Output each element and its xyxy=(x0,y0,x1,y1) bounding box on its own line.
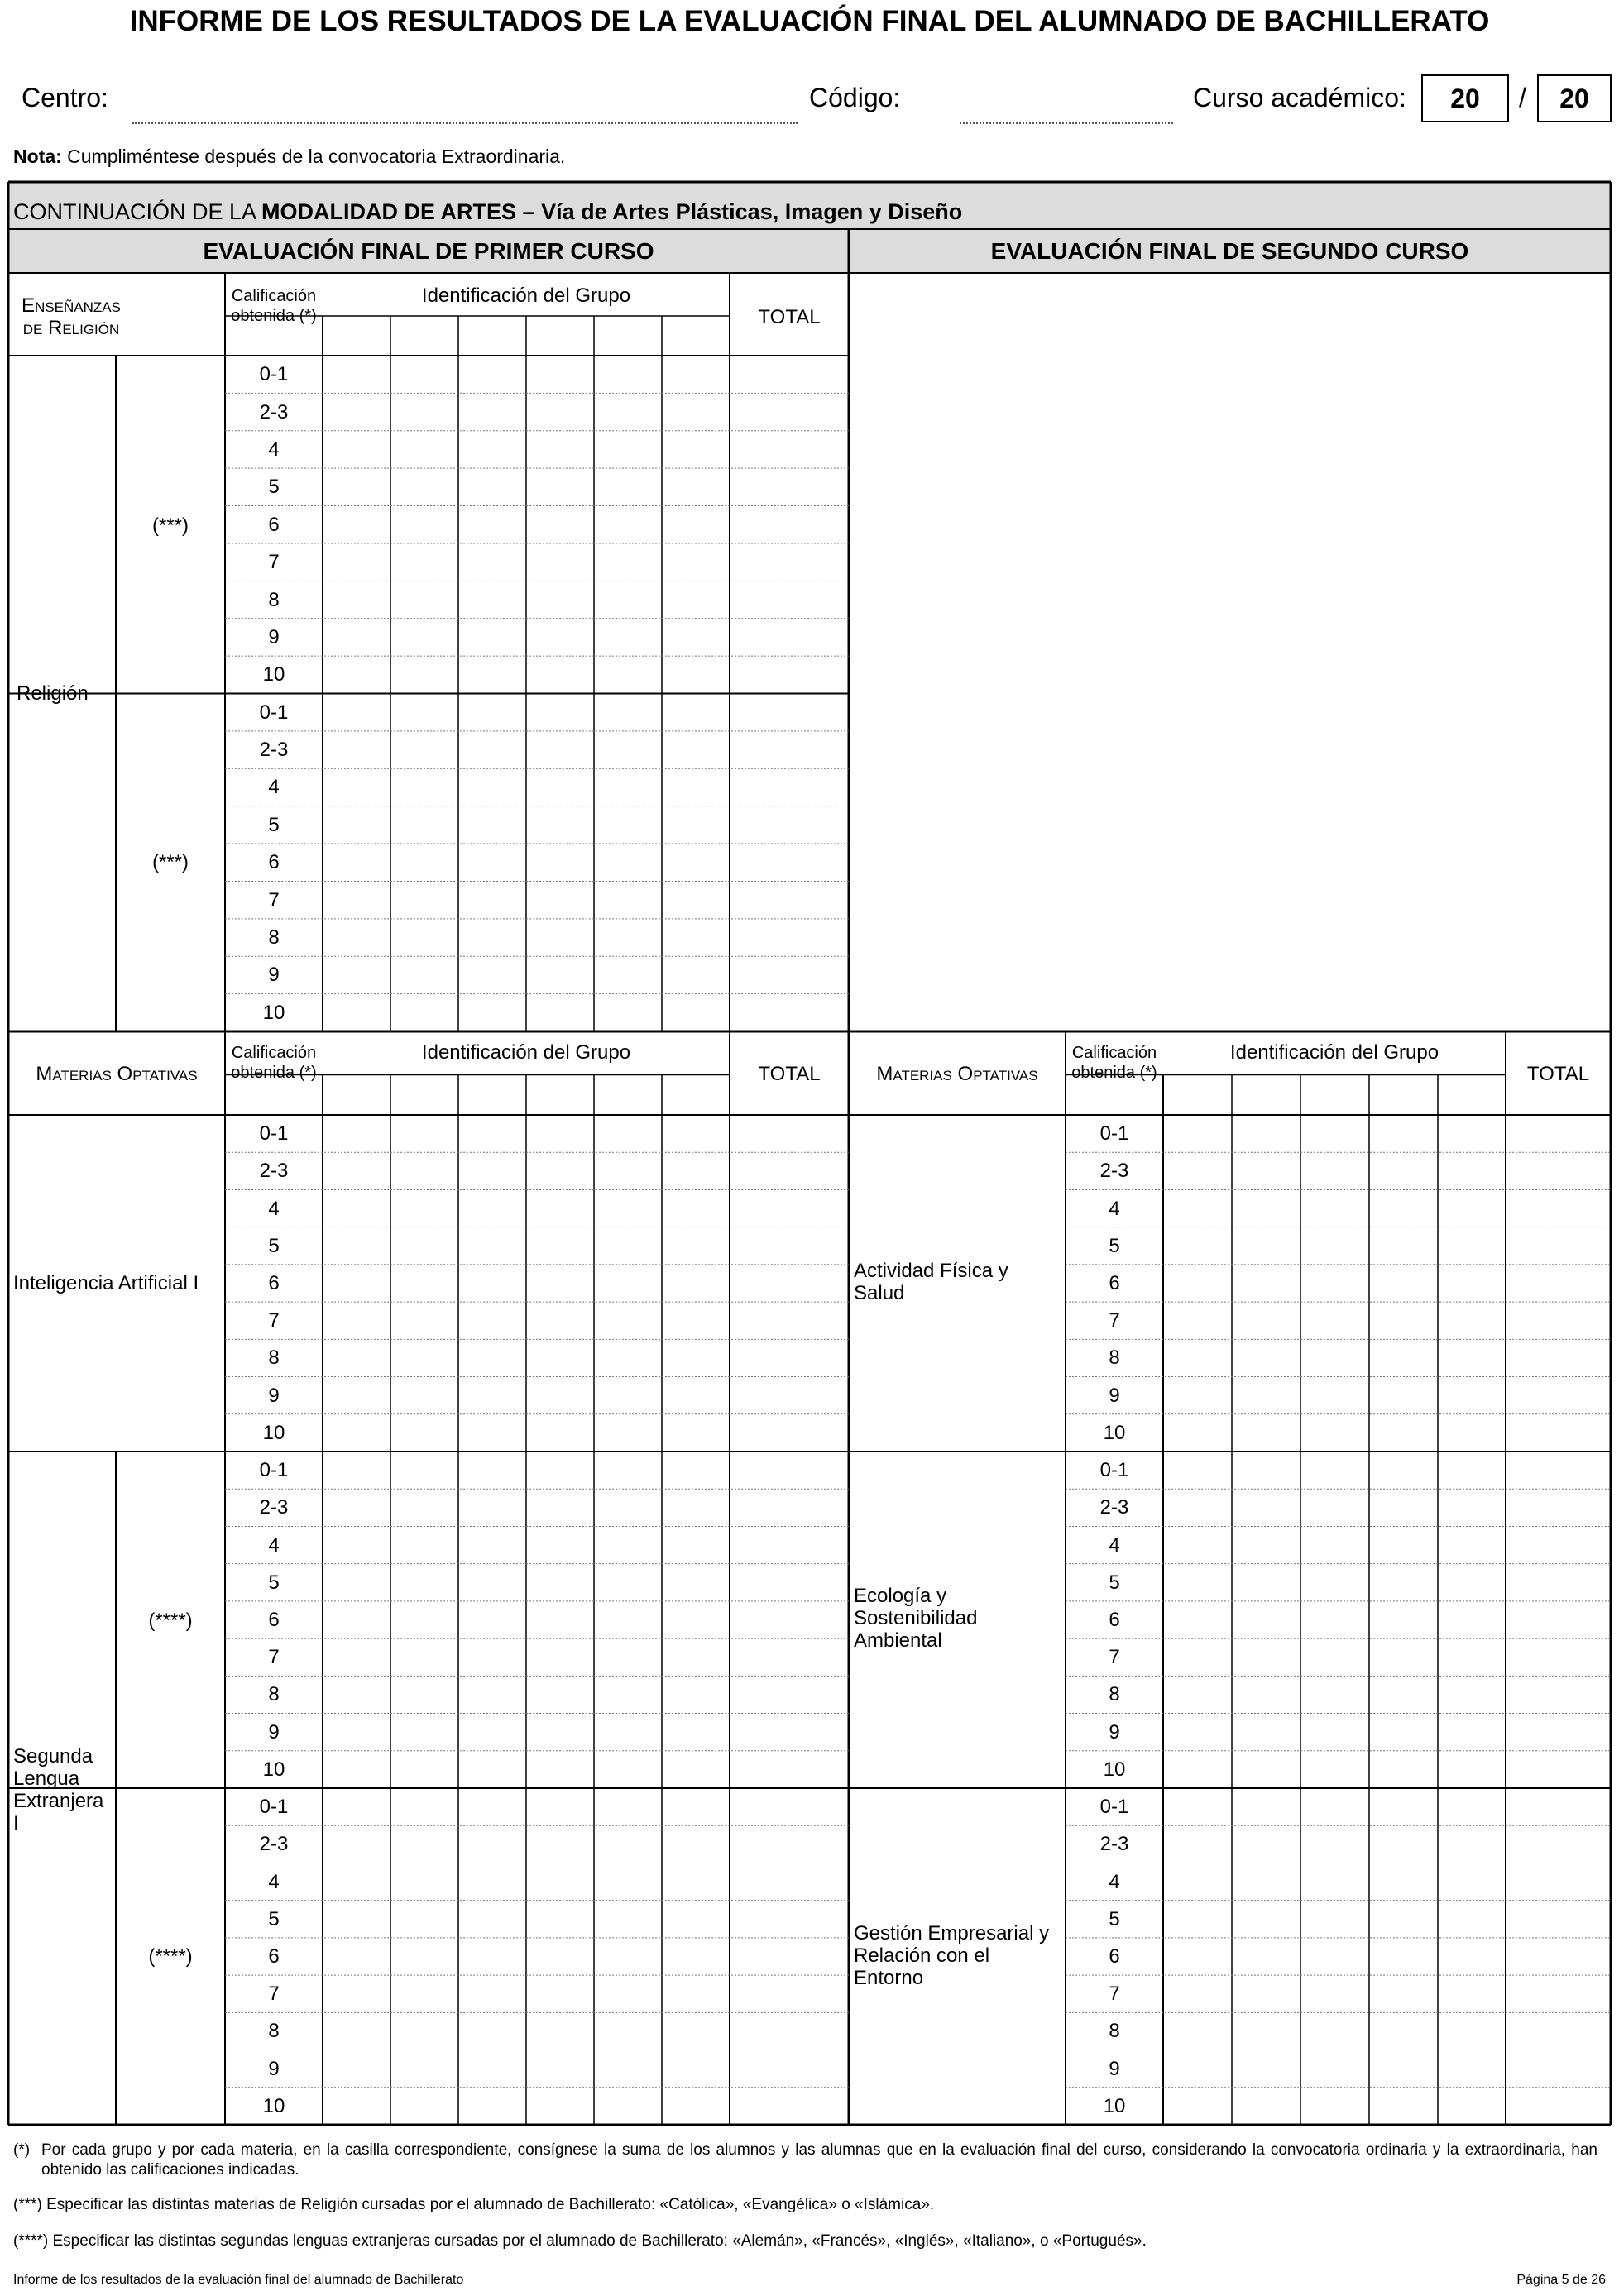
opt-second-label-1: Ecología y Sostenibilidad Ambiental xyxy=(854,1585,978,1652)
grade-label: 10 xyxy=(262,1421,285,1444)
grade-label: 2-3 xyxy=(259,400,289,423)
grade-label: 2-3 xyxy=(259,1160,289,1183)
grade-label: 8 xyxy=(268,588,280,611)
year-end-box[interactable]: 20 xyxy=(1537,74,1612,122)
grade-label: 5 xyxy=(268,1571,280,1594)
grade-label: 6 xyxy=(268,1945,280,1968)
grade-label: 2-3 xyxy=(1099,1496,1129,1519)
footnote-4: (****) Especificar las distintas segundas lenguas extranjeras cursadas por el alumnado de Bachillerato: «Alemán», «Francés», «Inglés», «Italiano», o «Portugués». xyxy=(13,2232,1147,2250)
section-modalidad: MODALIDAD DE ARTES xyxy=(261,199,517,224)
total-header: TOTAL xyxy=(758,306,821,328)
grade-label: 8 xyxy=(1109,1347,1120,1370)
materias-header-second: Materias Optativas xyxy=(876,1063,1038,1085)
slen-sub-1: (****) xyxy=(148,1610,193,1632)
religion-sub-2: (***) xyxy=(151,851,189,873)
grade-label: 10 xyxy=(262,663,285,686)
opt-second-label-0: Actividad Física y Salud xyxy=(854,1260,1008,1304)
grade-label: 9 xyxy=(1109,2057,1120,2080)
grade-label: 5 xyxy=(1109,1571,1120,1594)
grade-label: 4 xyxy=(268,1533,280,1557)
grade-label: 9 xyxy=(268,1720,280,1744)
grade-label: 7 xyxy=(1109,1309,1120,1332)
footnote-1-text: Por cada grupo y por cada materia, en la casilla correspondiente, consígnese la suma de los alumnos y las alumnas que en la evaluación final del curso, considerando la convocatoria ordinaria y la extraordinaria, han obtenido las calificaciones indicadas. xyxy=(41,2141,1597,2179)
ident-grupo-header-opt-first: Identificación del Grupo xyxy=(421,1041,631,1064)
footnote-1 xyxy=(13,2141,1597,2180)
grade-label: 7 xyxy=(1109,1646,1120,1669)
footer-left: Informe de los resultados de la evaluación final del alumnado de Bachillerato xyxy=(13,2273,464,2287)
grade-label: 6 xyxy=(1109,1272,1120,1294)
section-via: – Vía de Artes Plásticas, Imagen y Diseño xyxy=(516,199,963,224)
grade-label: 4 xyxy=(1109,1533,1120,1557)
grade-label: 9 xyxy=(268,2057,280,2080)
grade-label: 0-1 xyxy=(1099,1796,1129,1819)
first-course-header: EVALUACIÓN FINAL DE PRIMER CURSO xyxy=(203,238,654,264)
opt-first-label-1: Segunda Lengua Extranjera I xyxy=(13,1745,104,1834)
grade-label: 2-3 xyxy=(1099,1160,1129,1183)
grade-label: 9 xyxy=(1109,1720,1120,1744)
grade-label: 10 xyxy=(1103,1421,1126,1444)
grade-label: 0-1 xyxy=(259,363,289,386)
ident-grupo-header-opt-second: Identificación del Grupo xyxy=(1229,1041,1439,1064)
grade-label: 0-1 xyxy=(259,1796,289,1819)
opt-first-label-0: Inteligencia Artificial I xyxy=(13,1272,199,1294)
grade-label: 8 xyxy=(268,1347,280,1370)
grade-label: 0-1 xyxy=(259,1122,289,1146)
grade-label: 10 xyxy=(1103,2094,1126,2117)
grade-label: 7 xyxy=(268,551,280,574)
grade-label: 2-3 xyxy=(259,1496,289,1519)
grade-label: 0-1 xyxy=(259,1459,289,1482)
grade-label: 6 xyxy=(1109,1945,1120,1968)
grade-label: 6 xyxy=(268,1609,280,1631)
grade-label: 6 xyxy=(1109,1609,1120,1631)
grade-label: 7 xyxy=(268,1309,280,1332)
total-header-opt-first: TOTAL xyxy=(758,1063,821,1085)
materias-header-first: Materias Optativas xyxy=(36,1063,198,1085)
document-title: INFORME DE LOS RESULTADOS DE LA EVALUACIÓN FINAL DEL ALUMNADO DE BACHILLERATO xyxy=(129,5,1490,37)
centro-label: Centro: xyxy=(22,83,108,112)
year-start-box[interactable]: 20 xyxy=(1421,74,1509,122)
grade-label: 8 xyxy=(268,926,280,949)
grade-label: 0-1 xyxy=(259,701,289,724)
footnote-3: (***) Especificar las distintas materias de Religión cursadas por el alumnado de Bachillerato: «Católica», «Evangélica» o «Islámica». xyxy=(13,2196,935,2213)
grade-label: 9 xyxy=(268,1384,280,1407)
grade-label: 5 xyxy=(268,476,280,499)
grade-label: 5 xyxy=(268,1907,280,1930)
calificacion-header-opt-second: Calificación obtenida (*) xyxy=(1071,1044,1157,1082)
section-title xyxy=(13,199,962,225)
total-header-opt-second: TOTAL xyxy=(1526,1063,1590,1085)
grade-label: 7 xyxy=(268,1983,280,2006)
grade-label: 4 xyxy=(268,1197,280,1220)
grade-label: 4 xyxy=(268,438,280,461)
grade-label: 9 xyxy=(268,625,280,648)
grade-label: 10 xyxy=(262,1758,285,1781)
grade-label: 4 xyxy=(268,1870,280,1893)
footer-right: Página 5 de 26 xyxy=(1516,2273,1606,2287)
grade-label: 6 xyxy=(268,851,280,874)
grade-label: 5 xyxy=(1109,1907,1120,1930)
grade-label: 2-3 xyxy=(1099,1833,1129,1856)
second-course-header: EVALUACIÓN FINAL DE SEGUNDO CURSO xyxy=(990,238,1469,264)
grade-label: 6 xyxy=(268,513,280,536)
grade-label: 8 xyxy=(268,2020,280,2043)
grade-label: 10 xyxy=(1103,1758,1126,1781)
grade-label: 9 xyxy=(1109,1384,1120,1407)
grade-label: 5 xyxy=(1109,1234,1120,1257)
grade-label: 10 xyxy=(262,2094,285,2117)
grade-label: 7 xyxy=(1109,1983,1120,2006)
religion-sub-1: (***) xyxy=(151,514,189,537)
footnote-1-mark: (*) xyxy=(13,2141,31,2159)
grade-label: 0-1 xyxy=(1099,1459,1129,1482)
grade-label: 8 xyxy=(268,1683,280,1706)
grade-label: 4 xyxy=(1109,1870,1120,1893)
grade-label: 7 xyxy=(268,888,280,911)
slen-sub-2: (****) xyxy=(148,1945,193,1968)
grade-label: 7 xyxy=(268,1646,280,1669)
grade-label: 8 xyxy=(1109,1683,1120,1706)
grade-label: 2-3 xyxy=(259,1833,289,1856)
calificacion-header: Calificación obtenida (*) xyxy=(231,287,317,325)
opt-second-label-2: Gestión Empresarial y Relación con el Entorno xyxy=(854,1922,1050,1989)
section-prefix: CONTINUACIÓN DE LA xyxy=(13,199,262,224)
ident-grupo-header: Identificación del Grupo xyxy=(421,285,631,307)
grade-label: 4 xyxy=(268,776,280,799)
religion-label: Religión xyxy=(17,682,89,705)
year-separator: / xyxy=(1519,83,1526,112)
grade-label: 5 xyxy=(268,1234,280,1257)
grade-label: 8 xyxy=(1109,2020,1120,2043)
codigo-label: Código: xyxy=(809,83,901,112)
nota-text: Cumpliméntese después de la convocatoria Extraordinaria. xyxy=(61,146,566,167)
grade-label: 0-1 xyxy=(1099,1122,1129,1146)
grade-label: 10 xyxy=(262,1001,285,1024)
calificacion-header-opt-first: Calificación obtenida (*) xyxy=(231,1044,317,1082)
grade-label: 5 xyxy=(268,813,280,836)
nota-label: Nota: xyxy=(13,146,62,167)
curso-label: Curso académico: xyxy=(1193,83,1406,112)
grade-label: 2-3 xyxy=(259,739,289,762)
grade-label: 9 xyxy=(268,964,280,987)
grade-label: 6 xyxy=(268,1272,280,1294)
ensenanzas-header: Enseñanzas de Religión xyxy=(22,294,121,339)
grade-label: 4 xyxy=(1109,1197,1120,1220)
